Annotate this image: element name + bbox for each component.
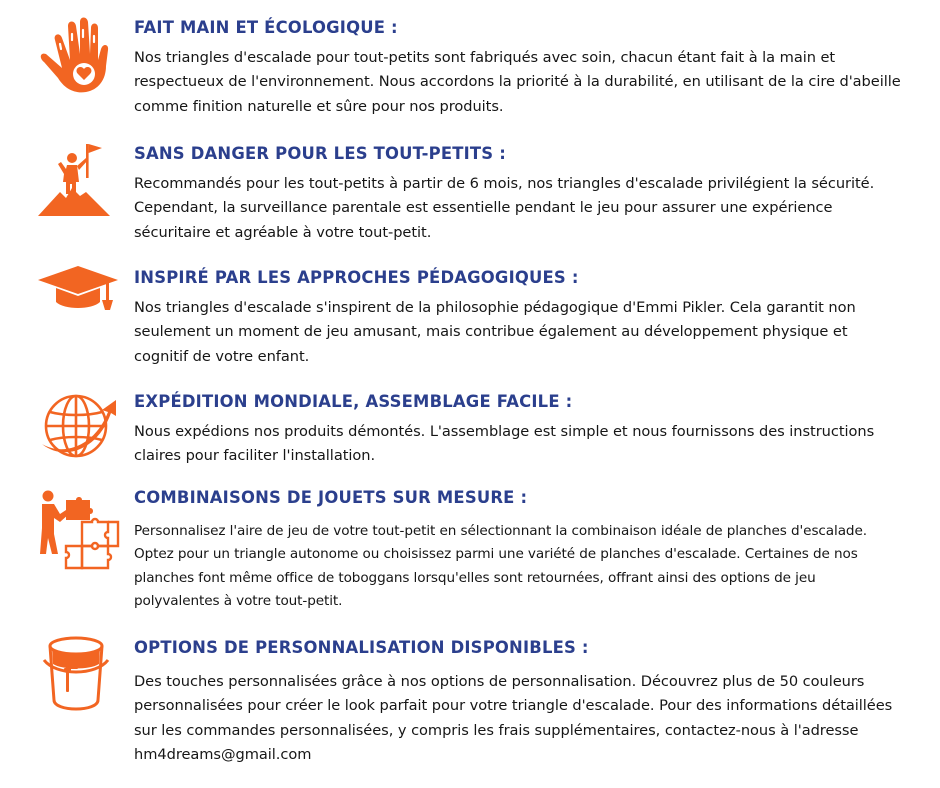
mountain-flag-icon	[36, 138, 120, 222]
feature-description: Nous expédions nos produits démontés. L'assemblage est simple et nous fournissons des instructions claires pour faciliter l'installation.	[134, 423, 875, 465]
hand-heart-icon	[36, 16, 120, 100]
feature-title: INSPIRÉ PAR LES APPROCHES PÉDAGOGIQUES :	[134, 268, 579, 287]
feature-title: SANS DANGER POUR LES TOUT-PETITS :	[134, 144, 506, 163]
feature-title: OPTIONS DE PERSONNALISATION DISPONIBLES :	[134, 638, 589, 657]
feature-description: Nos triangles d'escalade s'inspirent de la philosophie pédagogique d'Emmi Pikler. Cela garantit non seulement un moment de jeu amusant, mais contribue également au développement physique et cognitif de votre enfant.	[134, 299, 856, 365]
feature-title: COMBINAISONS DE JOUETS SUR MESURE :	[134, 488, 528, 507]
feature-title: FAIT MAIN ET ÉCOLOGIQUE :	[134, 18, 398, 37]
feature-description: Nos triangles d'escalade pour tout-petits sont fabriqués avec soin, chacun étant fait à la main et respectueux de l'environnement. Nous accordons la priorité à la durabilité, en utilisant de la cire d'abeille comme finition naturelle et sûre pour nos produits.	[134, 49, 901, 115]
graduation-cap-icon	[36, 252, 120, 336]
feature-title: EXPÉDITION MONDIALE, ASSEMBLAGE FACILE :	[134, 392, 573, 411]
globe-arrow-icon	[36, 382, 120, 466]
puzzle-person-icon	[36, 488, 120, 572]
paint-bucket-icon	[36, 634, 120, 718]
feature-description: Recommandés pour les tout-petits à partir de 6 mois, nos triangles d'escalade privilégient la sécurité. Cependant, la surveillance parentale est essentielle pendant le jeu pour assurer une expérience sécuritaire et agréable à votre tout-petit.	[134, 175, 875, 241]
feature-description: Des touches personnalisées grâce à nos options de personnalisation. Découvrez plus de 50 couleurs personnalisées pour créer le look parfait pour votre triangle d'escalade. Pour des informations détaillées sur les commandes personnalisées, y compris les frais supplémentaires, contactez-nous à l'adresse hm4dreams@gmail.com	[134, 673, 893, 763]
feature-description: Personnalisez l'aire de jeu de votre tout-petit en sélectionnant la combinaison idéale de planches d'escalade. Optez pour un triangle autonome ou choisissez parmi une variété de planches d'escalade. Certaines de nos planches font même office de toboggans lorsqu'elles sont retournées, offrant ainsi des options de jeu polyvalentes à votre tout-petit.	[134, 523, 867, 610]
